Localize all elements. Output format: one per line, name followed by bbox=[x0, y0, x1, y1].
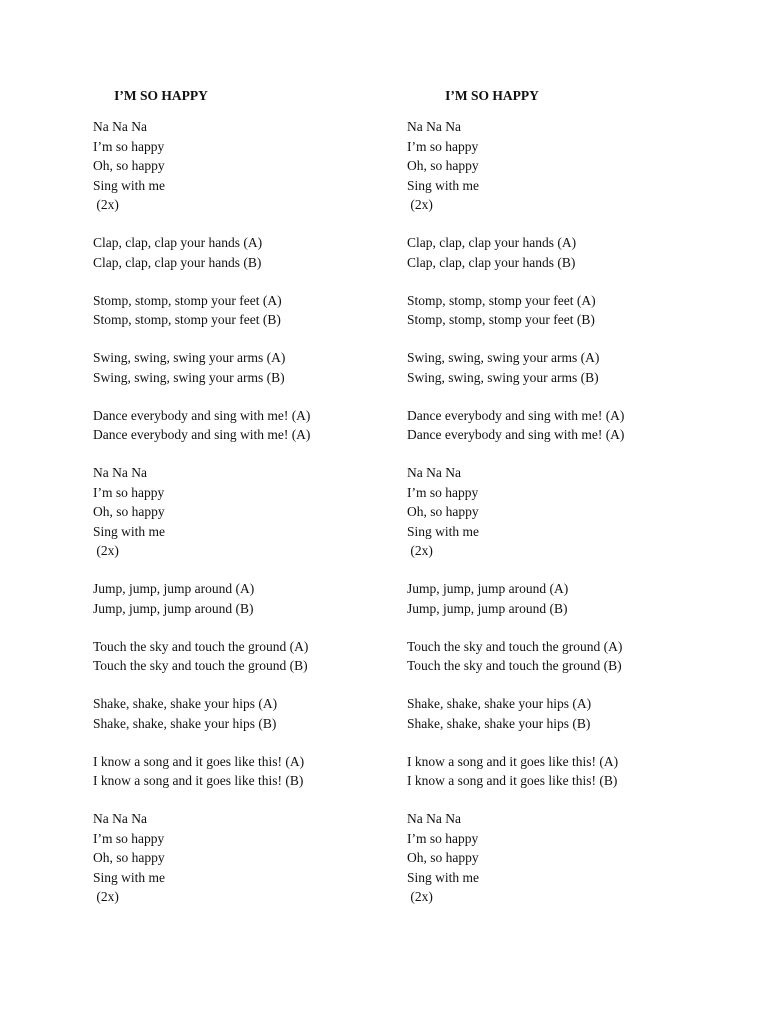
lyric-line: Stomp, stomp, stomp your feet (A) bbox=[93, 292, 282, 308]
song-title: I’M SO HAPPY bbox=[445, 88, 539, 103]
lyric-line: Oh, so happy bbox=[93, 850, 165, 865]
lyric-line: Jump, jump, jump around (A) bbox=[407, 581, 569, 596]
lyric-line: Clap, clap, clap your hands (A) bbox=[93, 235, 263, 250]
stanza bbox=[93, 694, 393, 733]
lyric-line: Clap, clap, clap your hands (B) bbox=[407, 254, 576, 270]
lyric-line: Swing, swing, swing your arms (B) bbox=[407, 369, 599, 385]
lyric-line: Jump, jump, jump around (A) bbox=[93, 581, 255, 596]
lyric-line: (2x) bbox=[407, 197, 433, 212]
lyric-line: Na Na Na bbox=[407, 119, 461, 134]
lyric-line: Oh, so happy bbox=[93, 504, 165, 519]
stanza bbox=[93, 809, 393, 907]
lyric-line: Oh, so happy bbox=[93, 158, 165, 173]
lyric-line: Touch the sky and touch the ground (B) bbox=[93, 658, 308, 673]
stanza bbox=[407, 694, 707, 733]
stanza-list bbox=[407, 117, 707, 907]
lyric-line: Na Na Na bbox=[93, 811, 147, 826]
lyric-line: Shake, shake, shake your hips (B) bbox=[93, 715, 277, 731]
lyric-line: Oh, so happy bbox=[407, 850, 479, 865]
stanza bbox=[93, 233, 393, 272]
lyric-line: Na Na Na bbox=[93, 119, 147, 134]
lyric-line: Sing with me bbox=[407, 523, 480, 539]
lyric-line: Sing with me bbox=[407, 869, 480, 885]
stanza bbox=[93, 463, 393, 561]
stanza bbox=[407, 637, 707, 676]
lyric-line: Shake, shake, shake your hips (B) bbox=[407, 715, 591, 731]
lyric-line: I know a song and it goes like this! (A) bbox=[407, 753, 619, 769]
stanza bbox=[93, 117, 393, 215]
lyric-line: I’m so happy bbox=[93, 138, 165, 154]
lyric-line: Jump, jump, jump around (B) bbox=[93, 600, 254, 616]
stanza bbox=[407, 809, 707, 907]
lyric-line: I’m so happy bbox=[407, 484, 479, 500]
lyric-line: Touch the sky and touch the ground (B) bbox=[407, 658, 622, 673]
lyric-line: Oh, so happy bbox=[407, 504, 479, 519]
lyric-line: Stomp, stomp, stomp your feet (A) bbox=[407, 292, 596, 308]
lyric-line: Touch the sky and touch the ground (A) bbox=[93, 638, 309, 654]
lyric-line: Dance everybody and sing with me! (A) bbox=[407, 407, 625, 423]
stanza bbox=[407, 463, 707, 561]
stanza bbox=[407, 752, 707, 791]
stanza bbox=[93, 291, 393, 330]
lyric-line: Swing, swing, swing your arms (A) bbox=[407, 350, 600, 365]
lyric-line: Clap, clap, clap your hands (B) bbox=[93, 254, 262, 270]
lyrics-column-right bbox=[407, 86, 707, 925]
song-title: I’M SO HAPPY bbox=[114, 88, 208, 103]
lyric-line: I know a song and it goes like this! (B) bbox=[93, 773, 304, 788]
stanza bbox=[93, 406, 393, 445]
stanza bbox=[93, 637, 393, 676]
lyric-line: Na Na Na bbox=[93, 465, 147, 480]
lyric-line: I’m so happy bbox=[93, 484, 165, 500]
lyric-line: Stomp, stomp, stomp your feet (B) bbox=[407, 312, 595, 327]
lyric-line: I’m so happy bbox=[93, 830, 165, 846]
lyric-line: I know a song and it goes like this! (B) bbox=[407, 773, 618, 788]
lyric-line: Dance everybody and sing with me! (A) bbox=[93, 427, 311, 442]
stanza-list bbox=[93, 117, 393, 907]
lyric-line: Touch the sky and touch the ground (A) bbox=[407, 638, 623, 654]
lyric-line: Sing with me bbox=[93, 177, 166, 193]
lyric-line: Sing with me bbox=[407, 177, 480, 193]
lyric-line: Stomp, stomp, stomp your feet (B) bbox=[93, 312, 281, 327]
stanza bbox=[407, 579, 707, 618]
lyric-line: I’m so happy bbox=[407, 138, 479, 154]
stanza bbox=[407, 291, 707, 330]
stanza bbox=[407, 117, 707, 215]
lyric-line: Jump, jump, jump around (B) bbox=[407, 600, 568, 616]
lyric-line: (2x) bbox=[407, 543, 433, 558]
lyric-line: (2x) bbox=[93, 543, 119, 558]
lyric-line: (2x) bbox=[93, 889, 119, 904]
lyric-line: Dance everybody and sing with me! (A) bbox=[93, 407, 311, 423]
lyric-line: (2x) bbox=[407, 889, 433, 904]
lyric-line: Clap, clap, clap your hands (A) bbox=[407, 235, 577, 250]
lyric-line: Swing, swing, swing your arms (B) bbox=[93, 369, 285, 385]
stanza bbox=[407, 233, 707, 272]
lyric-line: Shake, shake, shake your hips (A) bbox=[93, 696, 278, 711]
lyric-line: I know a song and it goes like this! (A) bbox=[93, 753, 305, 769]
lyric-line: Sing with me bbox=[93, 523, 166, 539]
stanza bbox=[407, 348, 707, 387]
lyric-line: Na Na Na bbox=[407, 465, 461, 480]
stanza bbox=[93, 579, 393, 618]
stanza bbox=[93, 348, 393, 387]
lyric-line: (2x) bbox=[93, 197, 119, 212]
stanza bbox=[93, 752, 393, 791]
lyric-line: Swing, swing, swing your arms (A) bbox=[93, 350, 286, 365]
lyric-line: Dance everybody and sing with me! (A) bbox=[407, 427, 625, 442]
lyric-line: Shake, shake, shake your hips (A) bbox=[407, 696, 592, 711]
lyric-line: Na Na Na bbox=[407, 811, 461, 826]
lyric-line: Sing with me bbox=[93, 869, 166, 885]
lyric-line: I’m so happy bbox=[407, 830, 479, 846]
lyrics-column-left bbox=[93, 86, 393, 925]
stanza bbox=[407, 406, 707, 445]
lyric-line: Oh, so happy bbox=[407, 158, 479, 173]
